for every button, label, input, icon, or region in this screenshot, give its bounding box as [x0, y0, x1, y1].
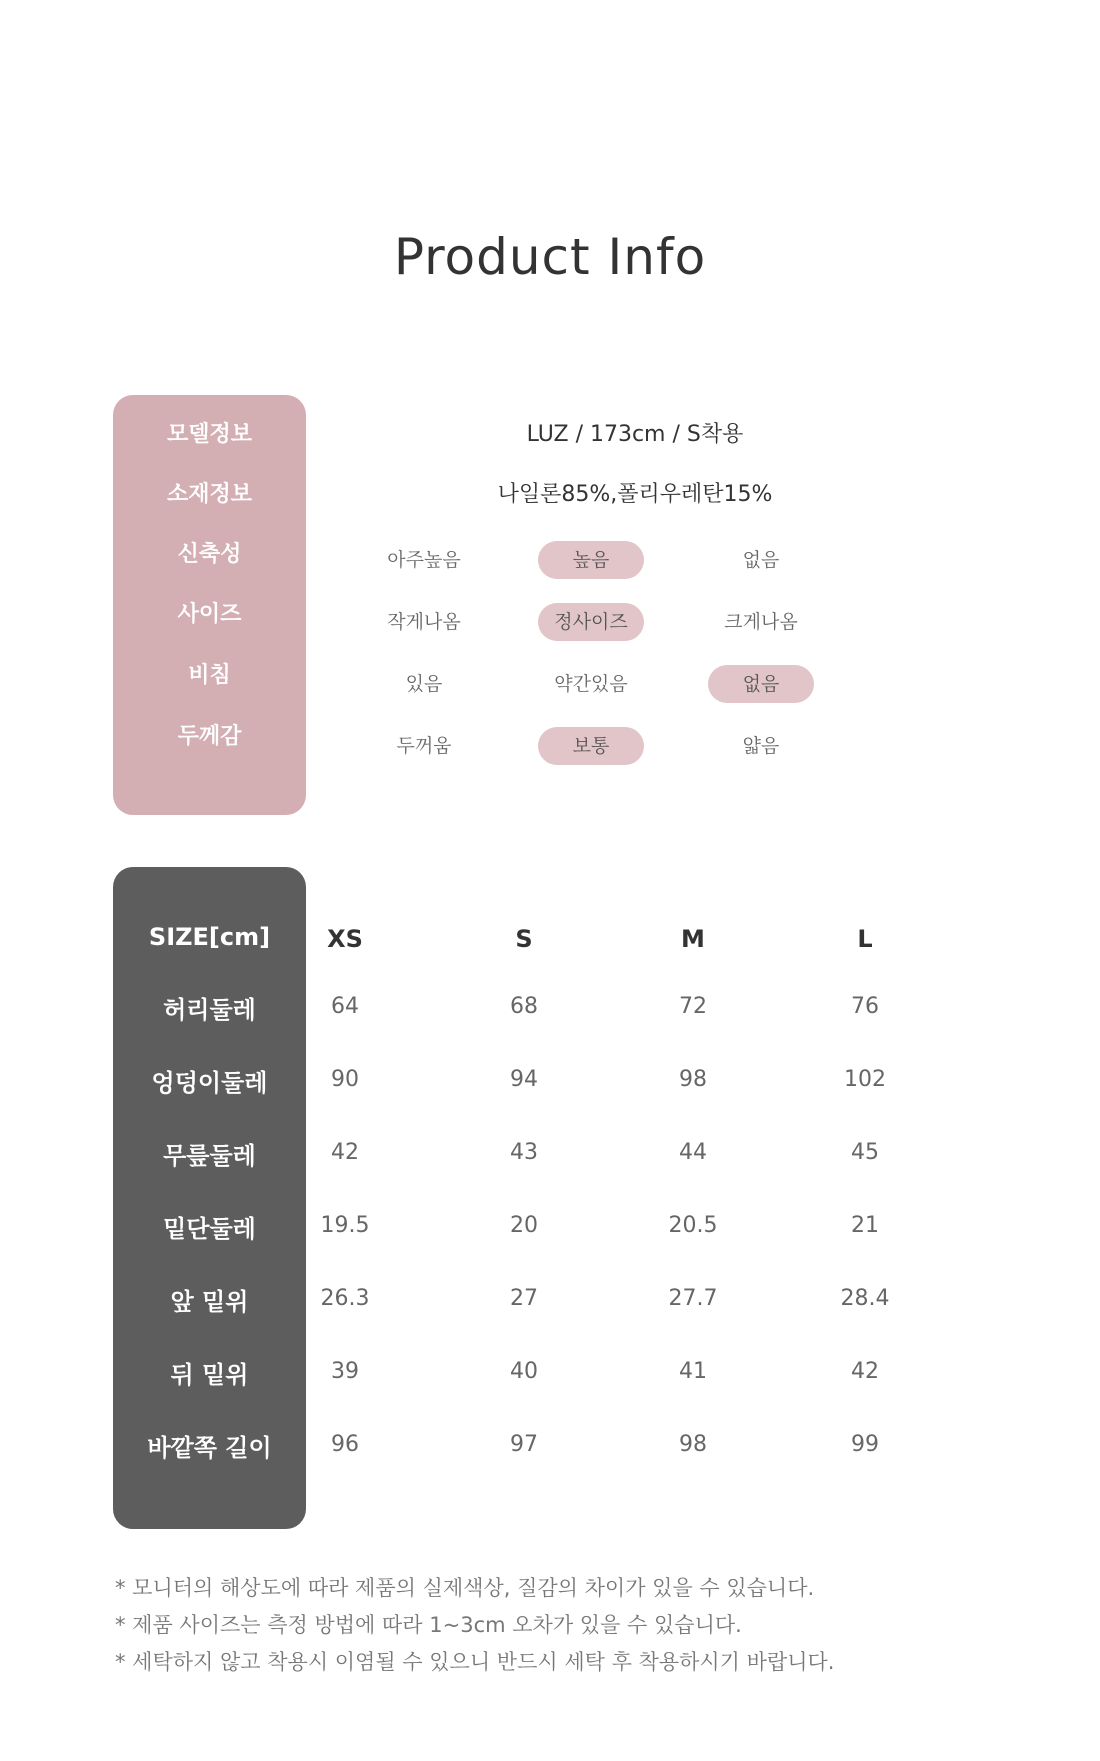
size-row-label: 무릎둘레 — [163, 1142, 256, 1170]
size-cell: 42 — [331, 1140, 359, 1165]
option: 있음 — [405, 673, 443, 695]
size-cell: 27.7 — [668, 1286, 718, 1311]
size-row-label: 바깥쪽 길이 — [147, 1434, 272, 1462]
option: 아주높음 — [387, 549, 461, 571]
fit-label: 사이즈 — [177, 602, 242, 627]
size-cell: 40 — [510, 1359, 538, 1384]
size-cell: 64 — [331, 994, 359, 1019]
material-info-label: 소재정보 — [166, 482, 252, 507]
size-column-header: M — [681, 925, 705, 953]
size-cell: 96 — [331, 1432, 359, 1457]
size-cell: 41 — [679, 1359, 707, 1384]
material-info-value: 나일론85%,폴리우레탄15% — [497, 482, 773, 507]
selected-option: 정사이즈 — [538, 603, 644, 641]
note-line: * 제품 사이즈는 측정 방법에 따라 1~3cm 오차가 있을 수 있습니다. — [115, 1613, 742, 1637]
notes — [115, 1570, 834, 1681]
page-title: Product Info — [393, 228, 707, 286]
size-row-label: 허리둘레 — [163, 996, 256, 1024]
size-cell: 97 — [510, 1432, 538, 1457]
model-info-label: 모델정보 — [166, 422, 252, 447]
selected-option: 없음 — [708, 665, 814, 703]
size-row-label: 엉덩이둘레 — [151, 1069, 268, 1097]
size-cell: 102 — [844, 1067, 886, 1092]
size-cell: 19.5 — [320, 1213, 370, 1238]
size-cell: 72 — [679, 994, 707, 1019]
size-cell: 39 — [331, 1359, 359, 1384]
option: 없음 — [742, 549, 780, 571]
size-cell: 26.3 — [320, 1286, 370, 1311]
size-column-header: XS — [327, 925, 363, 953]
option: 약간있음 — [554, 673, 628, 695]
size-cell: 68 — [510, 994, 538, 1019]
size-cell: 43 — [510, 1140, 538, 1165]
option: 작게나옴 — [387, 611, 461, 633]
size-cell: 99 — [851, 1432, 879, 1457]
size-cell: 44 — [679, 1140, 707, 1165]
thickness-label: 두께감 — [177, 724, 242, 749]
selected-option: 보통 — [538, 727, 644, 765]
size-row-label: 밑단둘레 — [163, 1215, 256, 1243]
size-cell: 76 — [851, 994, 879, 1019]
size-column-header: S — [515, 925, 533, 953]
size-row-label: 뒤 밑위 — [170, 1361, 249, 1389]
model-info-value: LUZ / 173cm / S착용 — [526, 422, 744, 447]
size-cell: 27 — [510, 1286, 538, 1311]
size-header-label: SIZE[cm] — [148, 923, 271, 951]
sheerness-label: 비침 — [188, 663, 231, 688]
size-cell: 90 — [331, 1067, 359, 1092]
size-cell: 21 — [851, 1213, 879, 1238]
option: 두꺼움 — [396, 735, 452, 757]
size-cell: 94 — [510, 1067, 538, 1092]
size-label-panel — [113, 867, 306, 1529]
size-cell: 20 — [510, 1213, 538, 1238]
size-cell: 28.4 — [840, 1286, 890, 1311]
size-cell: 45 — [851, 1140, 879, 1165]
size-row-label: 앞 밑위 — [170, 1288, 249, 1316]
stretch-label: 신축성 — [177, 542, 242, 567]
size-cell: 98 — [679, 1067, 707, 1092]
note-line: * 세탁하지 않고 착용시 이염될 수 있으니 반드시 세탁 후 착용하시기 바랍니다. — [115, 1650, 835, 1674]
selected-option: 높음 — [538, 541, 644, 579]
size-cell: 42 — [851, 1359, 879, 1384]
size-cell: 98 — [679, 1432, 707, 1457]
product-info-label-panel — [113, 395, 306, 815]
note-line: * 모니터의 해상도에 따라 제품의 실제색상, 질감의 차이가 있을 수 있습니다. — [115, 1576, 815, 1600]
option: 크게나옴 — [724, 611, 798, 633]
size-cell: 20.5 — [668, 1213, 718, 1238]
size-column-header: L — [857, 925, 873, 953]
option: 얇음 — [742, 735, 780, 757]
